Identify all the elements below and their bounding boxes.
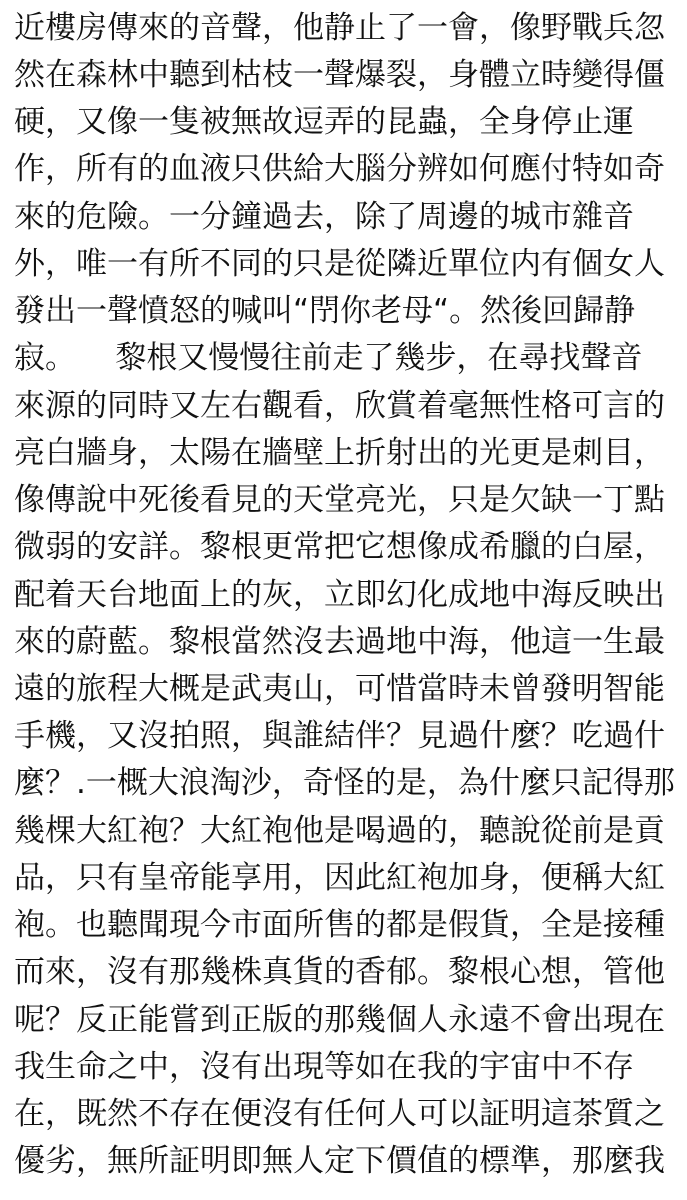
text-line: 外，唯一有所不同的只是從隣近單位内有個女人: [14, 246, 665, 282]
text-line: 發出一聲憤怒的喊叫“閅你老母“。然後回歸静: [14, 293, 636, 329]
text-line: 而來，沒有那幾株真貨的香郁。黎根心想，管他: [14, 954, 665, 990]
text-line: 像傳說中死後看見的天堂亮光，只是欠缺一丁點: [14, 482, 665, 518]
text-line: 麼？.一概大浪淘沙，奇怪的是，為什麼只記得那: [14, 765, 675, 801]
text-line: 來的蔚藍。黎根當然沒去過地中海，他這一生最: [14, 624, 665, 660]
text-line: 亮白牆身，太陽在牆壁上折射出的光更是刺目，: [14, 435, 665, 471]
text-line: 幾棵大紅袍？大紅袍他是喝過的，聽說從前是貢: [14, 813, 665, 849]
text-line: 然在森林中聽到枯枝一聲爆裂，身體立時變得僵: [14, 57, 665, 93]
text-line: 呢？反正能嘗到正版的那幾個人永遠不會出現在: [14, 1002, 665, 1038]
text-line: 在，既然不存在便沒有任何人可以証明這茶質之: [14, 1096, 665, 1132]
text-line: 來的危險。一分鐘過去，除了周邊的城市雜音: [14, 199, 634, 235]
text-line: 作，所有的血液只供給大腦分辨如何應付特如奇: [14, 151, 665, 187]
text-line: 品，只有皇帝能享用，因此紅袍加身，便稱大紅: [14, 860, 665, 896]
text-line: 微弱的安詳。黎根更常把它想像成希臘的白屋，: [14, 529, 665, 565]
text-line: 寂。 黎根又慢慢往前走了幾步，在尋找聲音: [14, 340, 643, 376]
text-line: 來源的同時又左右觀看，欣賞着毫無性格可言的: [14, 388, 665, 424]
text-line: 配着天台地面上的灰，立即幻化成地中海反映出: [14, 577, 665, 613]
text-line: 袍。也聽聞現今市面所售的都是假貨，全是接種: [14, 907, 665, 943]
text-line: 遠的旅程大概是武夷山，可惜當時未曾發明智能: [14, 671, 665, 707]
text-line: 我生命之中，沒有出現等如在我的宇宙中不存: [14, 1049, 634, 1085]
text-line: 硬，又像一隻被無故逗弄的昆蟲，全身停止運: [14, 104, 634, 140]
text-line: 手機，又沒拍照，與誰結伴？見過什麼？吃過什: [14, 718, 665, 754]
text-line: 優劣，無所証明即無人定下價值的標準，那麼我: [14, 1143, 665, 1179]
text-line: 近樓房傳來的音聲，他静止了一會，像野戰兵忽: [14, 10, 665, 46]
